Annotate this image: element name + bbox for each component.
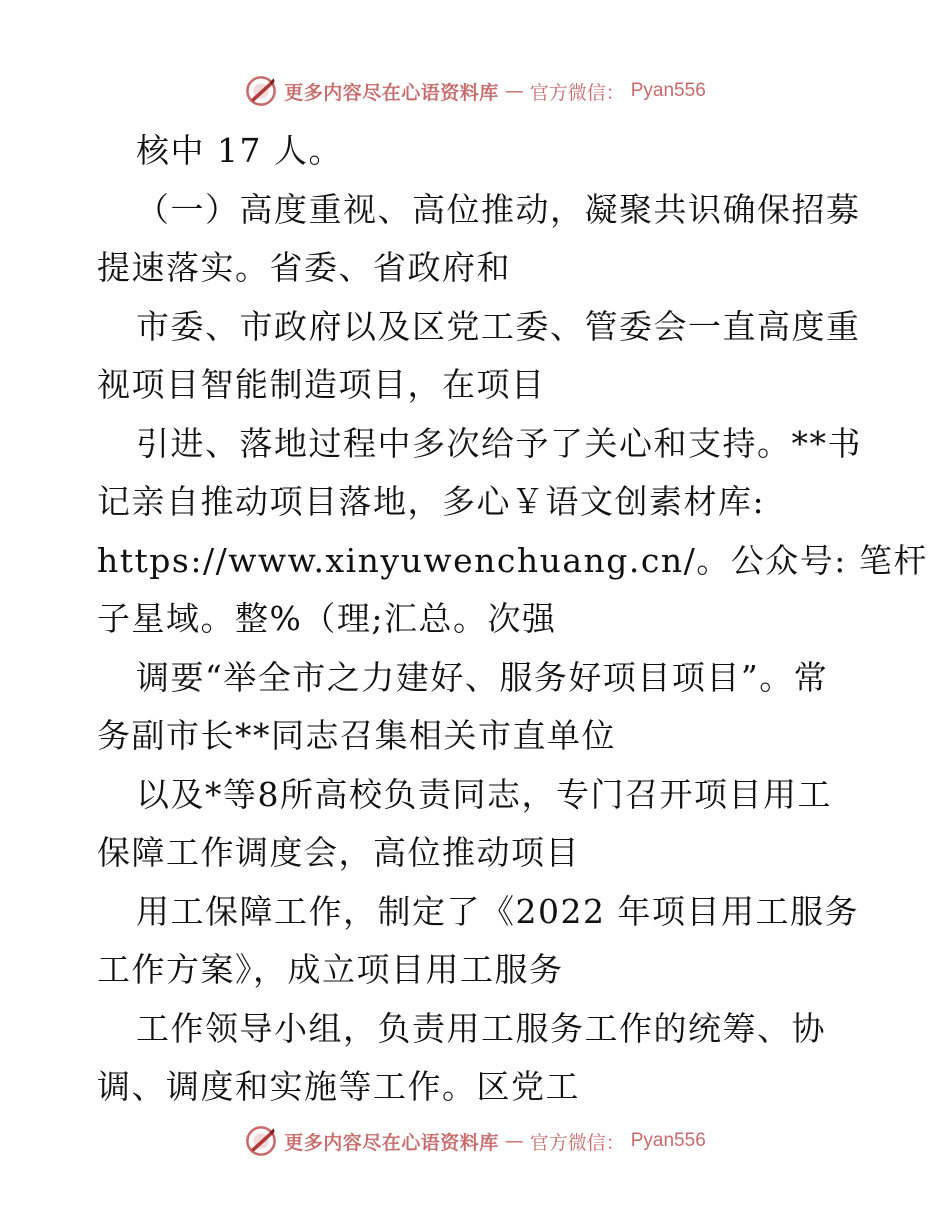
body-line: https://www.xinyuwenchuang.cn/。公众号: 笔杆 (97, 540, 928, 580)
body-line: 记亲自推动项目落地，多心￥语文创素材库: (97, 482, 766, 521)
watermark-separator: — (504, 80, 524, 102)
body-line: 工作领导小组，负责用工服务工作的统筹、协 (136, 1008, 826, 1048)
watermark-official-label: 官方微信： (529, 81, 625, 104)
watermark-wechat-id: Pyan556 (630, 1130, 706, 1151)
body-line: 务副市长**同志召集相关市直单位 (97, 716, 616, 755)
body-line: 引进、落地过程中多次给予了关心和支持。**书 (136, 423, 862, 463)
body-line: 核中 17 人。 (136, 131, 343, 170)
body-line: 保障工作调度会，高位推动项目 (97, 833, 580, 872)
body-line: 子星域。整%（理;汇总。次强 (97, 599, 557, 638)
body-line: 工作方案》，成立项目用工服务 (97, 950, 564, 989)
body-line: 以及*等8所高校负责同志，专门召开项目用工 (136, 774, 832, 814)
body-line: 提速落实。省委、省政府和 (97, 248, 511, 287)
body-line: 市委、市政府以及区党工委、管委会一直高度重 (136, 306, 861, 346)
body-line: 调、调度和实施等工作。区党工 (97, 1067, 580, 1106)
watermark-row (244, 74, 706, 108)
watermark-brand-text: 更多内容尽在心语资料库 (284, 1131, 499, 1154)
body-line: 视项目智能制造项目，在项目 (97, 365, 546, 404)
body-line: 用工保障工作，制定了《2022 年项目用工服务 (136, 891, 859, 931)
body-line: （一）高度重视、高位推动，凝聚共识确保招募 (136, 189, 861, 229)
document-body (97, 122, 928, 1117)
watermark-official-label: 官方微信： (529, 1131, 625, 1154)
watermark-separator: — (504, 1130, 524, 1152)
header-watermark (0, 71, 950, 111)
watermark-row (244, 1124, 706, 1158)
watermark-brand-text: 更多内容尽在心语资料库 (284, 81, 499, 104)
body-line: 调要“举全市之力建好、服务好项目项目”。常 (136, 657, 829, 697)
watermark-wechat-id: Pyan556 (630, 80, 706, 101)
brand-logo-icon (244, 74, 278, 108)
footer-watermark (0, 1121, 950, 1161)
brand-logo-icon (244, 1124, 278, 1158)
